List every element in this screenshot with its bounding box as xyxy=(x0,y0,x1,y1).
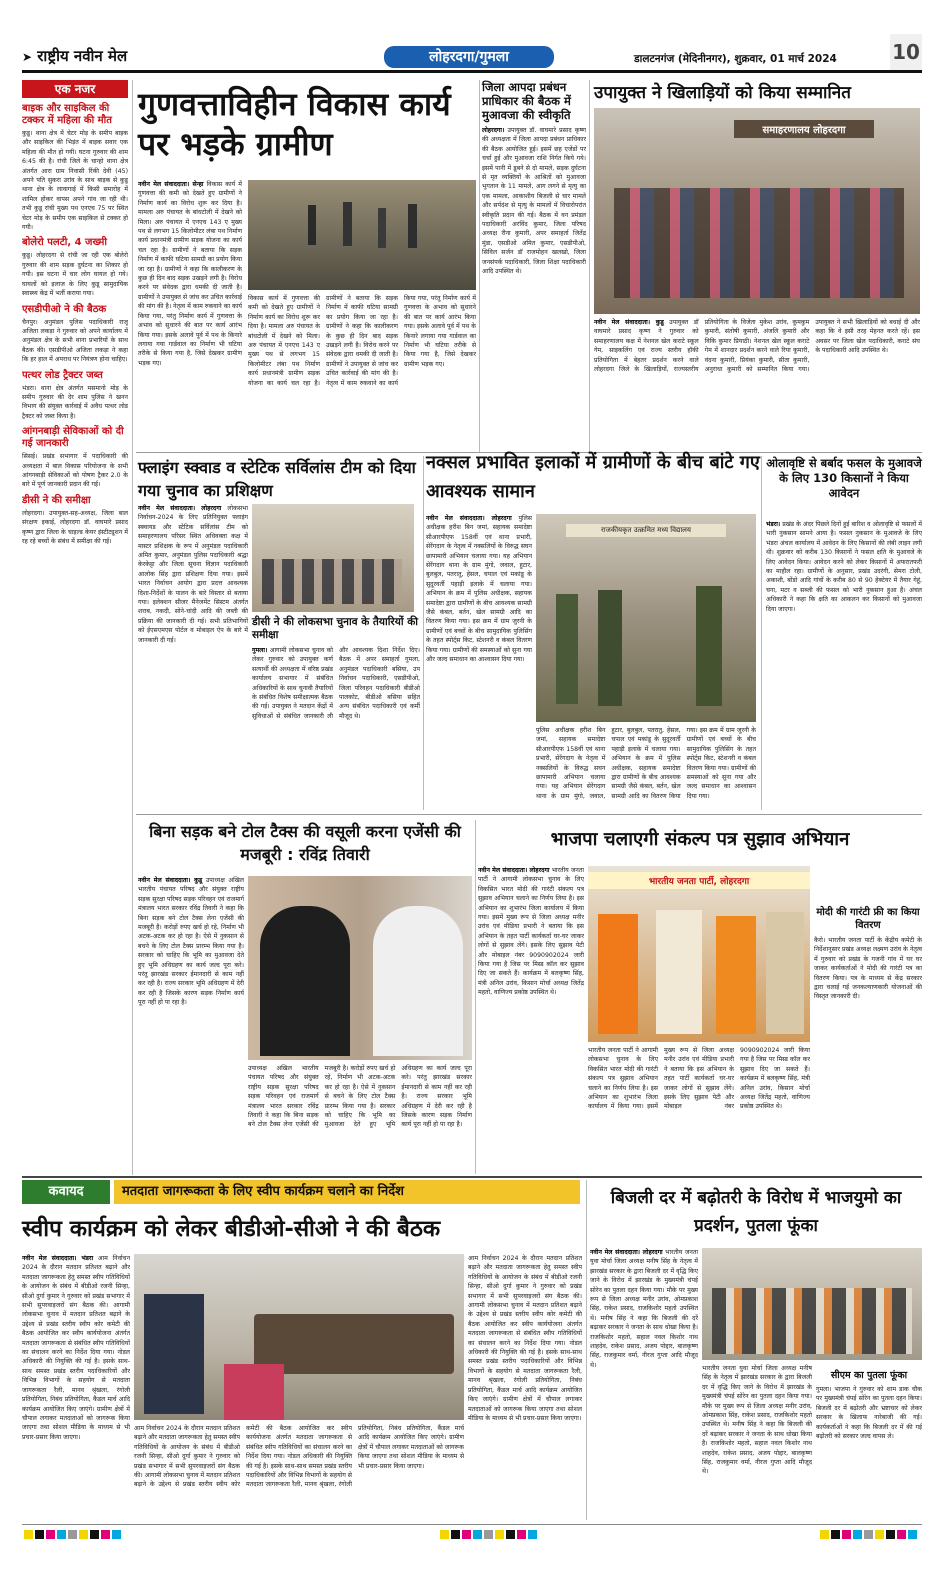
photo-sign: समाहरणालय लोहरदगा xyxy=(734,120,874,138)
col-rule xyxy=(479,80,480,452)
story11-text-cont: भारतीय जनता युवा मोर्चा जिला अध्यक्ष मनीष सिंह के नेतृत्व में झारखंड सरकार के द्वारा बिजली दर में वृद्धि किए जाने के विरोध में झारखंड के मुख्यमंत्री चंपई सोरेन का पुतला दहन किया गया। मौके पर मुख्य रूप से जिला अध्यक्ष मनीर उरांव, ओमप्रकाश सिंह, राकेश प्रसाद, राजकिशोर महतो उपस्थित थे। मनीष सिंह ने कहा कि बिजली की दरें बढ़ाकर सरकार ने जनता के साथ धोखा किया है। राजकिशोर महतो, सहाल नवल किशोर नाथ शाहदेव, राकेश प्रसाद, अजय पोद्दार, बालकृष्ण सिंह, राजकुमार वर्मा, नीरज गुप्ता आदि मौजूद थे। xyxy=(702,1365,812,1476)
page-number: 10 xyxy=(890,34,922,70)
color-swatch xyxy=(528,1530,537,1539)
story10-photo xyxy=(134,1254,464,1420)
story9-text: भारतीय जनता पार्टी ने आगामी लोकसभा चुनाव के लिए विकसित भारत मोदी की गारंटी संकल्प पत्र सुझाव अभियान चलाने का निर्णय लिया है। इस अभियान का शुभारंभ जिला कार्यालय में किया गया। इसमें मुख्य रूप से जिला अध्यक्ष मनीर उरांव एवं मीडिया प्रभारी ने बताया कि इस अभियान के तहत पार्टी कार्यकर्ता घर-घर जाकर लोगों से सुझाव लेंगे। इसके लिए सुझाव पेटी और मोबाइल नंबर 9090902024 जारी किया गया है जिस पर मिस्ड कॉल कर सुझाव दिए जा सकते हैं। कार्यक्रम में बलकृष्ण सिंह, मंत्री अनिल उरांव, किसान मोर्चा अध्यक्ष जितेंद्र महतो, वाणिज्य प्रकोष्ठ उपस्थित थे। xyxy=(478,867,584,997)
story11-sub-headline: सीएम का पुतला फूंका xyxy=(830,1370,908,1381)
color-swatch xyxy=(112,1530,121,1539)
color-swatch xyxy=(101,1530,110,1539)
story1-body-cont xyxy=(248,294,476,448)
color-swatch xyxy=(79,1530,88,1539)
col-rule xyxy=(423,456,424,810)
color-swatch xyxy=(484,1530,493,1539)
footer-rule xyxy=(22,1524,922,1525)
story9-body xyxy=(478,866,584,1172)
story1-photo xyxy=(248,180,476,290)
story4-text: लोकसभा निर्वाचन-2024 के लिए प्रतिनियुक्त फ्लाइंग स्क्वायड और स्टेटिक सर्विलांस टीम को समाहरणालय परिसर स्थित अधिवक्ता कक्ष में मास्टर प्रशिक्षक के रूप में अनुमंडल पदाधिकारी अमित कुमार, अनुमंडल पुलिस पदाधिकारी श्रद्धा केरकेट्टा और जिला सूचना विज्ञान पदाधिकारी आलोक सिंह द्वारा प्रशिक्षण दिया गया। इसमें भारत निर्वाचन आयोग द्वारा प्रदत्त आवश्यक दिशा-निर्देशों के पालन के बारे विस्तार से बताया गया। इलेक्शन सीजर मैनेजमेंट सिस्टम अंतर्गत शराब, नकदी, सोने-चांदी आदि की जब्ती की प्रक्रिया की जानकारी दी गई। सभी प्रतिभागियों को ईएसएमएस पोर्टल व मोबाइल ऐप के बारे में जानकारी दी गई। xyxy=(138,505,248,644)
story10-kicker: मतदाता जागरूकता के लिए स्वीप कार्यक्रम चलाने का निर्देश xyxy=(114,1180,580,1204)
sidebar-item-headline: बाइक और साइकिल की टक्कर में महिला की मौत xyxy=(22,103,112,126)
color-swatch xyxy=(853,1530,862,1539)
color-swatch xyxy=(517,1530,526,1539)
story7-byline: भंडरा। xyxy=(766,521,781,528)
paper-name: ➤ राष्ट्रीय नवीन मेल xyxy=(22,47,128,65)
kavayad-banner xyxy=(22,1180,582,1204)
story6-headline: नक्सल प्रभावित इलाकों में ग्रामीणों के बीच बांटे गए आवश्यक सामान xyxy=(426,452,760,502)
story6-photo xyxy=(536,514,756,722)
sidebar-item-body: चैनपुर। अनुमंडल पुलिस पदाधिकारी राजू अजिता लकड़ा ने गुरुवार को अपने कार्यालय में अनुमंडल क्षेत्र के सभी थाना प्रभारियों के साथ बैठक की। एसडीपीओ अजिता लकड़ा ने कहा कि हर हाल में अपराध पर नियंत्रण होना चाहिए। xyxy=(22,318,128,364)
kavayad-tag: कवायद xyxy=(22,1180,110,1204)
story8-byline: नवीन मेल संवाददाता। कुडू xyxy=(138,877,203,884)
sidebar-item-body: कुडू। लोहरदगा से रांची जा रही एक बोलेरो गुरुवार की शाम सड़क दुर्घटना का शिकार हो गयी। इस घटना में चार लोग घायल हो गये। घायलों को इलाज के लिए कुडू सामुदायिक स्वास्थ्य केंद्र में भर्ती कराया गया। xyxy=(22,252,128,298)
color-swatch xyxy=(886,1530,895,1539)
sidebar-item-body: सिसई। प्रखंड सभागार में पदाधिकारी की अध्यक्षता में बाल विकास परियोजना के सभी आंगनबाड़ी सेविकाओं को पोषण ट्रैकर 2.0 के बारे में पूर्ण जानकारी प्रदान की गई। xyxy=(22,453,128,489)
sidebar-item-headline: पत्थर लोड ट्रैक्टर जब्त xyxy=(22,369,103,381)
footer-color-strip-mid xyxy=(440,1530,539,1539)
story5-text: आगामी लोकसभा चुनाव को लेकर गुरुवार को उपायुक्त कर्ण सत्यार्थी की अध्यक्षता में वरिष्ठ प्रखंड कार्यालय सभागार में संबंधित अधिकारियों के साथ चुनावी तैयारियों के संबंधित विशेष समीक्षात्मक बैठक की गई। उपायुक्त ने मतदान केंद्रों में सुविधाओं से संबंधित जानकारी ली और आवश्यक दिशा निर्देश दिए। बैठक में अपर समाहर्ता गुमला, अनुमंडल पदाधिकारी बसिया, उप निर्वाचन पदाधिकारी, एसडीपीओ, जिला परिवहन पदाधिकारी बीडीओ पालकोट, बीडीओ बसिया सहित अन्य संबंधित पदाधिकारी एवं कर्मी मौजूद थे। xyxy=(252,647,420,720)
story9-body-cont xyxy=(588,1046,810,1172)
color-swatch xyxy=(462,1530,471,1539)
color-swatch xyxy=(24,1530,33,1539)
color-swatch xyxy=(68,1530,77,1539)
ek-nazar-label: एक नजर xyxy=(22,80,128,98)
story8-body xyxy=(138,876,244,1172)
story2-byline: लोहरदगा। xyxy=(482,127,505,134)
row-rule xyxy=(136,814,922,815)
story10-text-side: आम निर्वाचन 2024 के दौरान मतदान प्रतिशत बढ़ाने और मतदाता जागरूकता हेतु समस्त स्वीप गतिविधियों के आयोजन के संबंध में बीडीओ रजनी सिन्हा, सीओ दुर्गा कुमार ने गुरुवार को प्रखंड सभागार में सभी सुपरवाइजरों संग बैठक की। आगामी लोकसभा चुनाव में मतदान प्रतिशत बढ़ाने के उद्देश्य से प्रखंड स्तरीय स्वीप कोर कमेटी की बैठक आयोजित कर स्वीप कार्ययोजना अंतर्गत मतदाता जागरूकता से संबंधित स्वीप गतिविधियों का संचालन करने का निर्देश दिया गया। नोडल अधिकारी की नियुक्ति की गई है। इसके साथ-साथ समस्त प्रखंड स्तरीय पदाधिकारियों और विभिन्न विभागों के सहयोग से मतदाता जागरूकता रैली, मानव श्रृंखला, रंगोली प्रतियोगिता, निबंध प्रतियोगिता, कैंडल मार्च आदि कार्यक्रम आयोजित किए जाएंगे। ग्रामीण क्षेत्रों में चौपाल लगाकर मतदाताओं को जागरूक किया जाएगा तथा सोशल मीडिया के माध्यम से भी प्रचार-प्रसार किया जाएगा। xyxy=(468,1255,582,1422)
story7-body xyxy=(766,520,922,810)
col-rule xyxy=(132,80,133,1175)
story2-text: उपायुक्त डॉ. वाघमारे प्रसाद कृष्ण की अध्यक्षता में जिला आपदा प्रबंधन प्राधिकार की बैठक आयोजित हुई। इसमें छह एजेंडों पर चर्चा हुई और मुआवजा राशि निर्गत किये गये। इसमें पानी में डूबने से दो मामले, सड़क दुर्घटना से मृत व्यक्तियों के आश्रितों को मुआवजा भुगतान के 11 मामले, आग लगने से मृत्यु का एक मामला, आकाशीय बिजली से चार मामले और सर्पदंश से मृत्यु के मामलों में विचारोपरांत स्वीकृति प्रदान की गई। बैठक में वन प्रमंडल पदाधिकारी अरविंद कुमार, जिला परिषद अध्यक्ष रीना कुमारी, अपर समाहर्ता जितेंद्र मुंडा, एसडीओ अमित कुमार, एसडीपीओ, सिविल सर्जन डॉ राजमोहन खलखो, जिला जनसंपर्क पदाधिकारी, जिला शिक्षा पदाधिकारी आदि उपस्थित थे। xyxy=(482,127,586,276)
story8-headline: बिना सड़क बने टोल टैक्स की वसूली करना एजेंसी की मजबूरी : रविंद्र तिवारी xyxy=(149,822,461,864)
story5-headline: डीसी ने की लोकसभा चुनाव के तैयारियों की समीक्षा xyxy=(252,616,418,641)
story7-text: प्रखंड के अंदर पिछले दिनों हुई बारिश व ओलावृष्टि से फसलों में भारी नुकसान सामने आया है। फसल नुकसान के मुआवजे के लिए भंडरा अंचल कार्यालय में आवेदन के लिए किसानों की लंबी लाइन लगी थी। शुक्रवार को करीब 130 किसानों ने फसल क्षति के मुआवजे के लिए आवेदन किया। आवेदन करने को लेकर किसानों में अफरातफरी का माहौल रहा। ग्रामीणों के अनुसार, प्रखंड उदरंगी, सेमरा टोली, अकाशी, बोंडो आदि गांवों के करीब 80 से 90 हेक्टेयर में तैयार गेहूं, चना, मटर व सब्जी की फसल को भारी नुकसान हुआ है। अंचल अधिकारी ने कहा कि क्षति का आकलन कर किसानों को मुआवजा दिया जाएगा। xyxy=(766,521,922,613)
sidebar-item-body: लोहरदगा। उपायुक्त-सह-अध्यक्ष, जिला बाल संरक्षण इकाई, लोहरदगा डॉ. वाघमारे प्रसाद कृष्ण द्वारा जिला के चाइल्ड केयर इंस्टीट्यूशन में रह रहे बच्चों के संबंध में समीक्षा की गई। xyxy=(22,509,128,545)
story8-text-cont: उपाध्यक्ष अखिल भारतीय पंचायत परिषद और संयुक्त राष्ट्रीय सड़क सुरक्षा परिषद सड़क परिवहन एवं राजमार्ग मंत्रालय भारत सरकार रविंद्र तिवारी ने कहा कि बिना सड़क बने टोल टैक्स लेना एजेंसी की मजबूरी है। करोड़ों रुपए खर्च हो रहे, निर्माण भी अटक-अटक कर हो रहा है। ऐसे में नुकसान से बचने के लिए टोल टैक्स प्रारम्भ किया गया है। सरकार को चाहिए कि भूमि का मुआवजा देते हुए भूमि अधिग्रहण का कार्य जल्द पूरा करे। परंतु झारखंड सरकार ईमानदारी से काम नहीं कर रही है। राज्य सरकार भूमि अधिग्रहण में देरी कर रही है जिसके कारण सड़क निर्माण कार्य पूरा नहीं हो पा रहा है। xyxy=(248,1065,472,1129)
masthead xyxy=(22,34,922,74)
story11-byline: नवीन मेल संवाददाता। लोहरदगा xyxy=(590,1249,663,1256)
story9-headline: भाजपा चलाएगी संकल्प पत्र सुझाव अभियान xyxy=(550,829,850,850)
edition-label: लोहरदगा/गुमला xyxy=(384,46,554,68)
col-rule xyxy=(586,1180,587,1520)
story9-sub-headline: मोदी की गारंटी फ्री का किया वितरण xyxy=(816,907,920,931)
col-rule xyxy=(761,456,762,810)
story11-body-cont xyxy=(702,1364,812,1520)
col-rule xyxy=(475,820,476,1174)
story5-byline: गुमला। xyxy=(252,647,268,654)
story9-byline: नवीन मेल संवाददाता। लोहरदगा xyxy=(478,867,550,874)
color-swatch xyxy=(473,1530,482,1539)
story10-body xyxy=(22,1254,130,1520)
story11-body xyxy=(590,1248,698,1520)
photo-banner: भारतीय जनता पार्टी, लोहरदगा xyxy=(588,872,810,889)
color-swatch xyxy=(57,1530,66,1539)
sidebar-item-body: भंडरा। थाना क्षेत्र अंतर्गत मसमानो मोड़ के समीप गुरुवार की देर शाम पुलिस ने खनन विभाग की संयुक्त कार्रवाई में अवैध पत्थर लोड ट्रैक्टर को जब्त किया है। xyxy=(22,384,128,420)
story6-text: पुलिस अधीक्षक हरीश बिन जमां, सहायक समादेष्टा सीआरपीएफ 158वीं एवं थाना प्रभारी, सेरेंगदाग के नेतृत्व में नक्सलियों के विरुद्ध सघन छापामारी अभियान चलाया गया। यह अभियान सेरेंगदाग थाना के ग्राम मुंगो, जवाल, हुटार, बुलबुल, पतरातु, हेसल, चपाल एवं मकांडू के सुदूरवर्ती पहाड़ी इलाके में चलाया गया। अभियान के क्रम में पुलिस अधीक्षक, सहायक समादेष्टा द्वारा ग्रामीणों के बीच आवश्यक सामग्री जैसे कंबल, बर्तन, खेल सामग्री आदि का वितरण किया गया। इस क्रम में ग्राम जुरनी के ग्रामीणों एवं बच्चों के बीच सामुदायिक पुलिसिंग के तहत स्पोर्ट्स किट, स्टेशनरी व कंबल वितरण किया गया। ग्रामीणों की समस्याओं को सुना गया और जल्द समाधान का आश्वासन दिया गया। xyxy=(426,515,532,664)
story1-headline: गुणवत्ताविहीन विकास कार्य पर भड़के ग्रामीण xyxy=(138,85,451,163)
story6-text-cont: पुलिस अधीक्षक हरीश बिन जमां, सहायक समादेष्टा सीआरपीएफ 158वीं एवं थाना प्रभारी, सेरेंगदाग के नेतृत्व में नक्सलियों के विरुद्ध सघन छापामारी अभियान चलाया गया। यह अभियान सेरेंगदाग थाना के ग्राम मुंगो, जवाल, हुटार, बुलबुल, पतरातु, हेसल, चपाल एवं मकांडू के सुदूरवर्ती पहाड़ी इलाके में चलाया गया। अभियान के क्रम में पुलिस अधीक्षक, सहायक समादेष्टा द्वारा ग्रामीणों के बीच आवश्यक सामग्री जैसे कंबल, बर्तन, खेल सामग्री आदि का वितरण किया गया। इस क्रम में ग्राम जुरनी के ग्रामीणों एवं बच्चों के बीच सामुदायिक पुलिसिंग के तहत स्पोर्ट्स किट, स्टेशनरी व कंबल वितरण किया गया। ग्रामीणों की समस्याओं को सुना गया और जल्द समाधान का आश्वासन दिया गया। xyxy=(536,727,756,800)
story7-headline: ओलावृष्टि से बर्बाद फसल के मुआवजे के लिए 130 किसानों ने किया आवेदन xyxy=(766,456,922,500)
story3-headline: उपायुक्त ने खिलाड़ियों को किया सम्मानित xyxy=(594,83,851,103)
sidebar-items xyxy=(22,103,128,546)
story2-body xyxy=(482,126,586,448)
photo-sign: राजकीयकृत उत्क्रमित मध्य विद्यालय xyxy=(566,524,726,537)
story4-headline: फ्लाइंग स्क्वाड व स्टेटिक सर्विलांस टीम को दिया गया चुनाव का प्रशिक्षण xyxy=(138,458,416,500)
story4-body xyxy=(138,504,248,808)
story1-byline: नवीन मेल संवाददाता। सेन्हा xyxy=(138,181,204,188)
story1-text: विकास कार्य में गुणवत्ता की कमी को देखते हुए ग्रामीणों ने निर्माण कार्य का विरोध शुरू कर दिया है। मामला अरु पंचायत के बांधटोली में देखने को मिला। अरु पंचायत में एनएच 143 ए मुख्य पथ से लगभग 15 किलोमीटर लंबा पथ निर्माण कार्य प्रधानमंत्री ग्रामीण सड़क योजना का कार्य चल रहा है। ग्रामीणों ने बताया कि सड़क निर्माण में काफी घटिया सामग्री का प्रयोग किया जा रहा है। ग्रामीणों ने कहा कि कालीकरण के कुछ ही दिन बाद सड़क उखड़ने लगी है। विरोध करने पर संवेदक द्वारा धमकी दी जाती है। ग्रामीणों ने उपायुक्त से जांच कर उचित कार्रवाई की मांग की है। नेतृत्व में काम रुकवाने का कार्य किया गया, परंतु निर्माण कार्य में गुणवत्ता के अभाव को सुधारने की बात पर कार्य आरंभ किया गया। इसके अलावे पूर्व में पथ के किनारे लगाया गया गार्डवाल का निर्माण भी घटिया तरीके से किया गया है, जिसे देखकर ग्रामीण भड़क गए। xyxy=(138,181,242,367)
story11-photo xyxy=(702,1248,922,1360)
story11-side xyxy=(816,1364,922,1520)
sidebar-item-headline: डीसी ने की समीक्षा xyxy=(22,494,91,506)
story6-body-cont xyxy=(536,726,756,810)
color-swatch xyxy=(35,1530,44,1539)
bird-logo-icon: ➤ xyxy=(22,50,33,64)
color-swatch xyxy=(46,1530,55,1539)
story1-body xyxy=(138,180,242,448)
story9-sub-text: कैरो। भारतीय जनता पार्टी के केंद्रीय कमेटी के निर्देशानुसार प्रखंड अध्यक्ष लक्ष्मण उरांव के नेतृत्व में गुरुवार को प्रखंड के गजनी गांव में घर घर जाकर कार्यकर्ताओं ने मोदी की गारंटी पत्र का वितरण किया। पत्र के माध्यम से केंद्र सरकार द्वारा चलाई गई जनकल्याणकारी योजनाओं की विस्तृत जानकारी दी। xyxy=(814,937,922,1001)
story11-sub-text: गुमला। भाजपा ने गुरुवार को शाम डाक चौक पर मुख्यमंत्री चंपई सोरेन का पुतला दहन किया। बिजली दर में बढ़ोतरी और भ्रष्टाचार को लेकर सरकार के खिलाफ नारेबाजी की गई। कार्यकर्ताओं ने कहा कि बिजली दर में की गई बढ़ोतरी को सरकार जल्द वापस ले। xyxy=(816,1386,922,1441)
color-swatch xyxy=(831,1530,840,1539)
sidebar-item-headline: बोलेरो पलटी, 4 जख्मी xyxy=(22,237,107,249)
story3-text: उपायुक्त डॉ वाघमारे प्रसाद कृष्ण ने गुरुवार को समाहरणालय कक्ष में नेशनल खेल कराटे स्कूल गेम, साइकलिंग एवं राज्य स्तरीय हॉकी प्रतियोगिता में बेहतर प्रदर्शन करने वाले लोहरदगा जिले के खिलाड़ियों, राज्यस्तरीय प्रतियोगिता के विजेता मुकेश उरांव, कुमकुम कुमारी, संतोषी कुमारी, अंजलि कुमारी और विकि कुमार प्रियाठी। नेशनल खेल स्कूल कराटे गेम में शानदार प्रदर्शन करने वाले रिया कुमारी, वंदना कुमारी, प्रियंका कुमारी, सीता कुमारी, अनुराधा कुमारी को सम्मानित किया गया। उपायुक्त ने सभी खिलाड़ियों को बधाई दी और कहा कि वे इसी तरह मेहनत करते रहें। इस अवसर पर जिला खेल पदाधिकारी, कराटे संघ के पदाधिकारी आदि उपस्थित थे। xyxy=(594,319,920,374)
story9-side xyxy=(814,866,922,1172)
story6-byline: नवीन मेल संवाददाता। लोहरदगा xyxy=(426,515,512,522)
story10-body-cont xyxy=(134,1424,464,1520)
col-rule xyxy=(589,80,590,452)
color-swatch xyxy=(440,1530,449,1539)
story6-body xyxy=(426,514,532,810)
ek-nazar-sidebar xyxy=(22,80,128,1175)
footer-color-strip-right xyxy=(820,1530,919,1539)
story11-headline: बिजली दर में बढ़ोतरी के विरोध में भाजयुमो का प्रदर्शन, पुतला फूंका xyxy=(610,1188,902,1236)
sidebar-item-headline: एसडीपीओ ने की बैठक xyxy=(22,303,107,315)
color-swatch xyxy=(820,1530,829,1539)
story3-body xyxy=(594,318,920,448)
color-swatch xyxy=(864,1530,873,1539)
story10-text-cont: आम निर्वाचन 2024 के दौरान मतदान प्रतिशत बढ़ाने और मतदाता जागरूकता हेतु समस्त स्वीप गतिविधियों के आयोजन के संबंध में बीडीओ रजनी सिन्हा, सीओ दुर्गा कुमार ने गुरुवार को प्रखंड सभागार में सभी सुपरवाइजरों संग बैठक की। आगामी लोकसभा चुनाव में मतदान प्रतिशत बढ़ाने के उद्देश्य से प्रखंड स्तरीय स्वीप कोर कमेटी की बैठक आयोजित कर स्वीप कार्ययोजना अंतर्गत मतदाता जागरूकता से संबंधित स्वीप गतिविधियों का संचालन करने का निर्देश दिया गया। नोडल अधिकारी की नियुक्ति की गई है। इसके साथ-साथ समस्त प्रखंड स्तरीय पदाधिकारियों और विभिन्न विभागों के सहयोग से मतदाता जागरूकता रैली, मानव श्रृंखला, रंगोली प्रतियोगिता, निबंध प्रतियोगिता, कैंडल मार्च आदि कार्यक्रम आयोजित किए जाएंगे। ग्रामीण क्षेत्रों में चौपाल लगाकर मतदाताओं को जागरूक किया जाएगा तथा सोशल मीडिया के माध्यम से भी प्रचार-प्रसार किया जाएगा। xyxy=(134,1425,464,1489)
sidebar-item-headline: आंगनबाड़ी सेविकाओं को दी गई जानकारी xyxy=(22,426,124,450)
sidebar-item-body: कुडू। थाना क्षेत्र में चेटर मोड़ के समीप बाइक और साइकिल की भिड़ंत में बाइक सवार एक महिला की मौत हो गयी। घटना गुरुवार की शाम 6:45 की है। रांची जिले के चान्हो थाना क्षेत्र अंतर्गत आरा ग्राम निवासी रिंकी देवी (45) अपने पति सुकरा उरांव के साथ बाइक से कुडू थाना क्षेत्र के लावागाई में किसी समारोह में शामिल होकर वापस अपने गांव जा रही थी। तभी कुडू रांची मुख्य पथ एनएच 75 पर स्थित चेटर मोड़ के समीप एक साइकिल से टक्कर हो गयी। xyxy=(22,130,128,232)
color-swatch xyxy=(451,1530,460,1539)
story4-photo xyxy=(252,504,414,612)
story8-body-cont xyxy=(248,1064,472,1172)
row-rule xyxy=(22,1176,922,1178)
story4-byline: नवीन मेल संवाददाता। लोहरदगा xyxy=(138,505,222,512)
color-swatch xyxy=(897,1530,906,1539)
story3-byline: नवीन मेल संवाददाता। कुडू xyxy=(594,319,664,326)
story8-photo xyxy=(248,876,472,1060)
story10-headline: स्वीप कार्यक्रम को लेकर बीडीओ-सीओ ने की बैठक xyxy=(22,1216,441,1242)
story9-photo xyxy=(588,866,810,1042)
color-swatch xyxy=(90,1530,99,1539)
color-swatch xyxy=(842,1530,851,1539)
story3-photo xyxy=(594,108,920,314)
story2-headline: जिला आपदा प्रबंधन प्राधिकार की बैठक में मुआवजा की स्वीकृति xyxy=(482,80,571,122)
story1-text-cont: विकास कार्य में गुणवत्ता की कमी को देखते हुए ग्रामीणों ने निर्माण कार्य का विरोध शुरू कर दिया है। मामला अरु पंचायत के बांधटोली में देखने को मिला। अरु पंचायत में एनएच 143 ए मुख्य पथ से लगभग 15 किलोमीटर लंबा पथ निर्माण कार्य प्रधानमंत्री ग्रामीण सड़क योजना का कार्य चल रहा है। ग्रामीणों ने बताया कि सड़क निर्माण में काफी घटिया सामग्री का प्रयोग किया जा रहा है। ग्रामीणों ने कहा कि कालीकरण के कुछ ही दिन बाद सड़क उखड़ने लगी है। विरोध करने पर संवेदक द्वारा धमकी दी जाती है। ग्रामीणों ने उपायुक्त से जांच कर उचित कार्रवाई की मांग की है। नेतृत्व में काम रुकवाने का कार्य किया गया, परंतु निर्माण कार्य में गुणवत्ता के अभाव को सुधारने की बात पर कार्य आरंभ किया गया। इसके अलावे पूर्व में पथ के किनारे लगाया गया गार्डवाल का निर्माण भी घटिया तरीके से किया गया है, जिसे देखकर ग्रामीण भड़क गए। xyxy=(248,295,476,387)
story10-text: आम निर्वाचन 2024 के दौरान मतदान प्रतिशत बढ़ाने और मतदाता जागरूकता हेतु समस्त स्वीप गतिविधियों के आयोजन के संबंध में बीडीओ रजनी सिन्हा, सीओ दुर्गा कुमार ने गुरुवार को प्रखंड सभागार में सभी सुपरवाइजरों संग बैठक की। आगामी लोकसभा चुनाव में मतदान प्रतिशत बढ़ाने के उद्देश्य से प्रखंड स्तरीय स्वीप कोर कमेटी की बैठक आयोजित कर स्वीप कार्ययोजना अंतर्गत मतदाता जागरूकता से संबंधित स्वीप गतिविधियों का संचालन करने का निर्देश दिया गया। नोडल अधिकारी की नियुक्ति की गई है। इसके साथ-साथ समस्त प्रखंड स्तरीय पदाधिकारियों और विभिन्न विभागों के सहयोग से मतदाता जागरूकता रैली, मानव श्रृंखला, रंगोली प्रतियोगिता, निबंध प्रतियोगिता, कैंडल मार्च आदि कार्यक्रम आयोजित किए जाएंगे। ग्रामीण क्षेत्रों में चौपाल लगाकर मतदाताओं को जागरूक किया जाएगा तथा सोशल मीडिया के माध्यम से भी प्रचार-प्रसार किया जाएगा। xyxy=(22,1255,130,1441)
story9-text-cont: भारतीय जनता पार्टी ने आगामी लोकसभा चुनाव के लिए विकसित भारत मोदी की गारंटी संकल्प पत्र सुझाव अभियान चलाने का निर्णय लिया है। इस अभियान का शुभारंभ जिला कार्यालय में किया गया। इसमें मुख्य रूप से जिला अध्यक्ष मनीर उरांव एवं मीडिया प्रभारी ने बताया कि इस अभियान के तहत पार्टी कार्यकर्ता घर-घर जाकर लोगों से सुझाव लेंगे। इसके लिए सुझाव पेटी और मोबाइल नंबर 9090902024 जारी किया गया है जिस पर मिस्ड कॉल कर सुझाव दिए जा सकते हैं। कार्यक्रम में बलकृष्ण सिंह, मंत्री अनिल उरांव, किसान मोर्चा अध्यक्ष जितेंद्र महतो, वाणिज्य प्रकोष्ठ उपस्थित थे। xyxy=(588,1047,810,1111)
story11-text: भारतीय जनता युवा मोर्चा जिला अध्यक्ष मनीष सिंह के नेतृत्व में झारखंड सरकार के द्वारा बिजली दर में वृद्धि किए जाने के विरोध में झारखंड के मुख्यमंत्री चंपई सोरेन का पुतला दहन किया गया। मौके पर मुख्य रूप से जिला अध्यक्ष मनीर उरांव, ओमप्रकाश सिंह, राकेश प्रसाद, राजकिशोर महतो उपस्थित थे। मनीष सिंह ने कहा कि बिजली की दरें बढ़ाकर सरकार ने जनता के साथ धोखा किया है। राजकिशोर महतो, सहाल नवल किशोर नाथ शाहदेव, राकेश प्रसाद, अजय पोद्दार, बालकृष्ण सिंह, राजकुमार वर्मा, नीरज गुप्ता आदि मौजूद थे। xyxy=(590,1249,698,1369)
story5-body xyxy=(252,646,420,808)
story8-text: उपाध्यक्ष अखिल भारतीय पंचायत परिषद और संयुक्त राष्ट्रीय सड़क सुरक्षा परिषद सड़क परिवहन एवं राजमार्ग मंत्रालय भारत सरकार रविंद्र तिवारी ने कहा कि बिना सड़क बने टोल टैक्स लेना एजेंसी की मजबूरी है। करोड़ों रुपए खर्च हो रहे, निर्माण भी अटक-अटक कर हो रहा है। ऐसे में नुकसान से बचने के लिए टोल टैक्स प्रारम्भ किया गया है। सरकार को चाहिए कि भूमि का मुआवजा देते हुए भूमि अधिग्रहण का कार्य जल्द पूरा करे। परंतु झारखंड सरकार ईमानदारी से काम नहीं कर रही है। राज्य सरकार भूमि अधिग्रहण में देरी कर रही है जिसके कारण सड़क निर्माण कार्य पूरा नहीं हो पा रहा है। xyxy=(138,877,244,1007)
color-swatch xyxy=(495,1530,504,1539)
masthead-rule xyxy=(22,70,922,73)
dateline: डालटनगंज (मेदिनीनगर), शुक्रवार, 01 मार्च 2024 xyxy=(634,53,837,65)
color-swatch xyxy=(908,1530,917,1539)
color-swatch xyxy=(875,1530,884,1539)
story10-body-side xyxy=(468,1254,582,1520)
color-swatch xyxy=(506,1530,515,1539)
story10-byline: नवीन मेल संवाददाता। भंडरा xyxy=(22,1255,94,1262)
footer-color-strip-left xyxy=(24,1530,123,1539)
